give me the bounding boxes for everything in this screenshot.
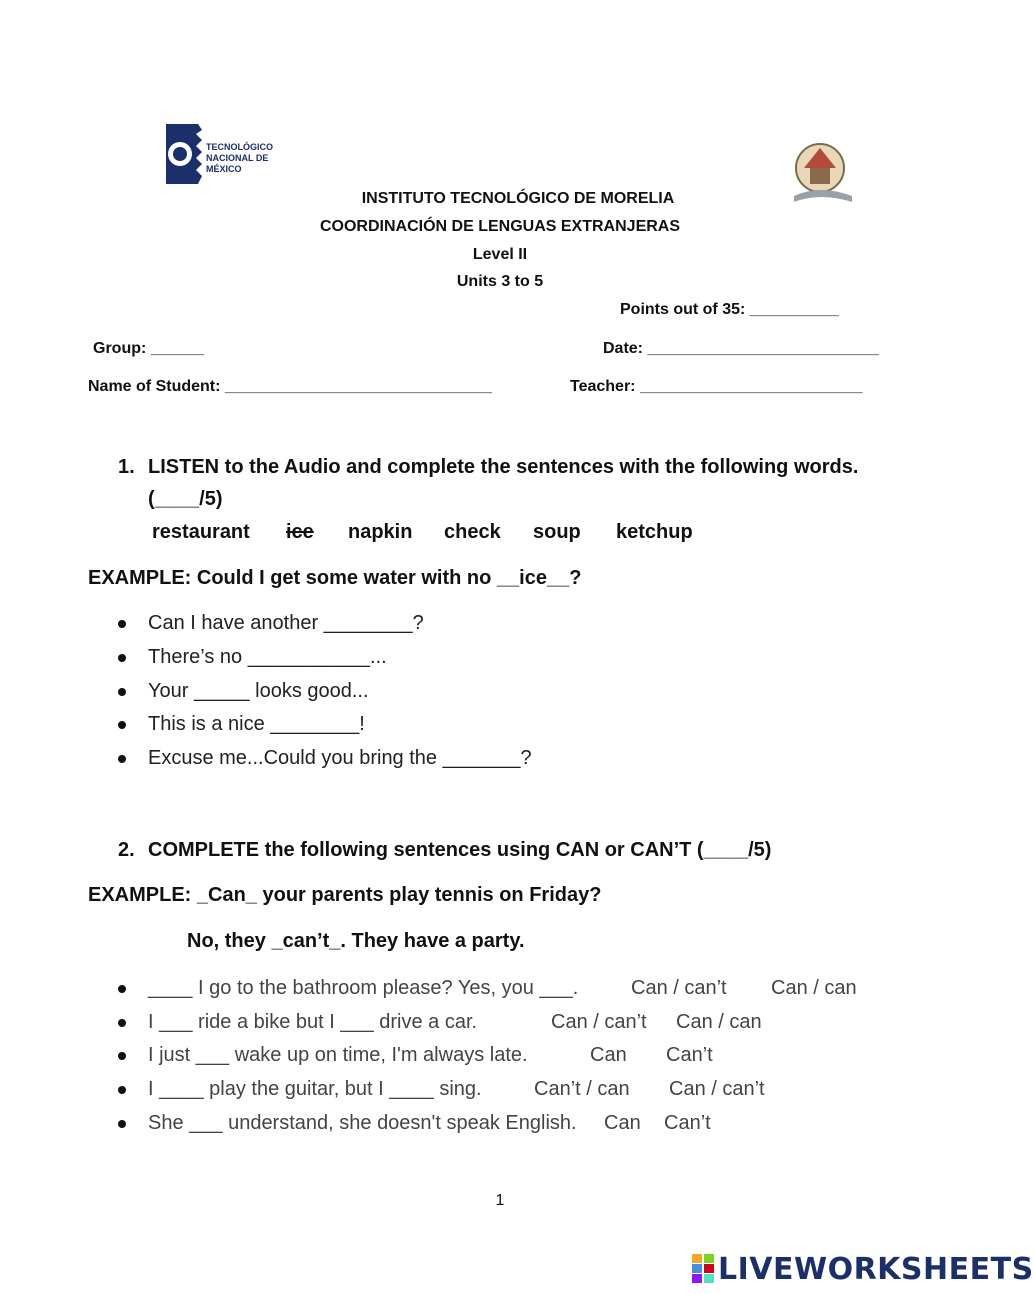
section1-number: 1. (118, 456, 135, 478)
section2-item-option[interactable]: Can / can’t (631, 977, 727, 999)
section2-example-line1: EXAMPLE: _Can_ your parents play tennis on Friday? (88, 884, 602, 906)
section1-item[interactable]: Your _____ looks good... (148, 680, 369, 702)
word-bank-item: restaurant (152, 521, 250, 543)
section2-instruction: COMPLETE the following sentences using CAN or CAN’T (____/5) (148, 839, 772, 861)
bullet-icon (118, 688, 126, 696)
section2-example-line2: No, they _can’t_. They have a party. (187, 930, 525, 952)
bullet-icon (118, 654, 126, 662)
word-bank-item: check (444, 521, 501, 543)
bullet-icon (118, 721, 126, 729)
liveworksheets-blocks-icon (692, 1254, 716, 1284)
section2-item-sentence[interactable]: I just ___ wake up on time, I'm always late. (148, 1044, 528, 1066)
institute-title: INSTITUTO TECNOLÓGICO DE MORELIA (361, 190, 675, 207)
coordination-title: COORDINACIÓN DE LENGUAS EXTRANJERAS (319, 218, 681, 235)
bullet-icon (118, 755, 126, 763)
section2-item-option[interactable]: Can (604, 1112, 641, 1134)
tecnm-logo-text: TECNOLÓGICO NACIONAL DE MÉXICO (206, 142, 273, 174)
section2-item-option[interactable]: Can (590, 1044, 627, 1066)
bullet-icon (118, 985, 126, 993)
section2-item-option[interactable]: Can / can (676, 1011, 762, 1033)
word-bank-item: ketchup (616, 521, 693, 543)
section1-item[interactable]: There’s no ___________... (148, 646, 387, 668)
group-field[interactable]: Group: ______ (93, 340, 205, 357)
units-title: Units 3 to 5 (456, 273, 544, 290)
word-bank-item: ice (286, 521, 314, 543)
word-bank-item: napkin (348, 521, 413, 543)
section2-item-option[interactable]: Can / can’t (551, 1011, 647, 1033)
level-title: Level II (472, 246, 528, 263)
bullet-icon (118, 1019, 126, 1027)
section1-item[interactable]: Can I have another ________? (148, 612, 424, 634)
bullet-icon (118, 1052, 126, 1060)
section2-item-option[interactable]: Can / can’t (669, 1078, 765, 1100)
bullet-icon (118, 1120, 126, 1128)
liveworksheets-brand: LIVEWORKSHEETS (718, 1252, 1034, 1287)
section1-example: EXAMPLE: Could I get some water with no __ice__? (88, 567, 582, 589)
section1-score[interactable]: (____/5) (148, 488, 223, 510)
section1-instruction: LISTEN to the Audio and complete the sentences with the following words. (148, 456, 859, 478)
bullet-icon (118, 1086, 126, 1094)
points-field[interactable]: Points out of 35: __________ (620, 301, 839, 318)
section2-item-option[interactable]: Can’t / can (534, 1078, 630, 1100)
section1-item[interactable]: Excuse me...Could you bring the _______? (148, 747, 532, 769)
section2-item-option[interactable]: Can / can (771, 977, 857, 999)
section2-item-sentence[interactable]: I ____ play the guitar, but I ____ sing. (148, 1078, 482, 1100)
section2-item-sentence[interactable]: I ___ ride a bike but I ___ drive a car. (148, 1011, 478, 1033)
section1-item[interactable]: This is a nice ________! (148, 713, 365, 735)
bullet-icon (118, 620, 126, 628)
date-field[interactable]: Date: __________________________ (603, 340, 879, 357)
student-name-field[interactable]: Name of Student: ______________________________ (88, 378, 492, 395)
word-bank-item: soup (533, 521, 581, 543)
teacher-field[interactable]: Teacher: _________________________ (570, 378, 863, 395)
tecnm-gear-icon (160, 120, 204, 188)
page-number: 1 (495, 1192, 505, 1209)
section2-item-sentence[interactable]: She ___ understand, she doesn't speak English. (148, 1112, 577, 1134)
section2-item-option[interactable]: Can’t (664, 1112, 711, 1134)
section2-number: 2. (118, 839, 135, 861)
section2-item-option[interactable]: Can’t (666, 1044, 713, 1066)
section2-item-sentence[interactable]: ____ I go to the bathroom please? Yes, you ___. (148, 977, 579, 999)
tecnm-logo (160, 120, 300, 190)
